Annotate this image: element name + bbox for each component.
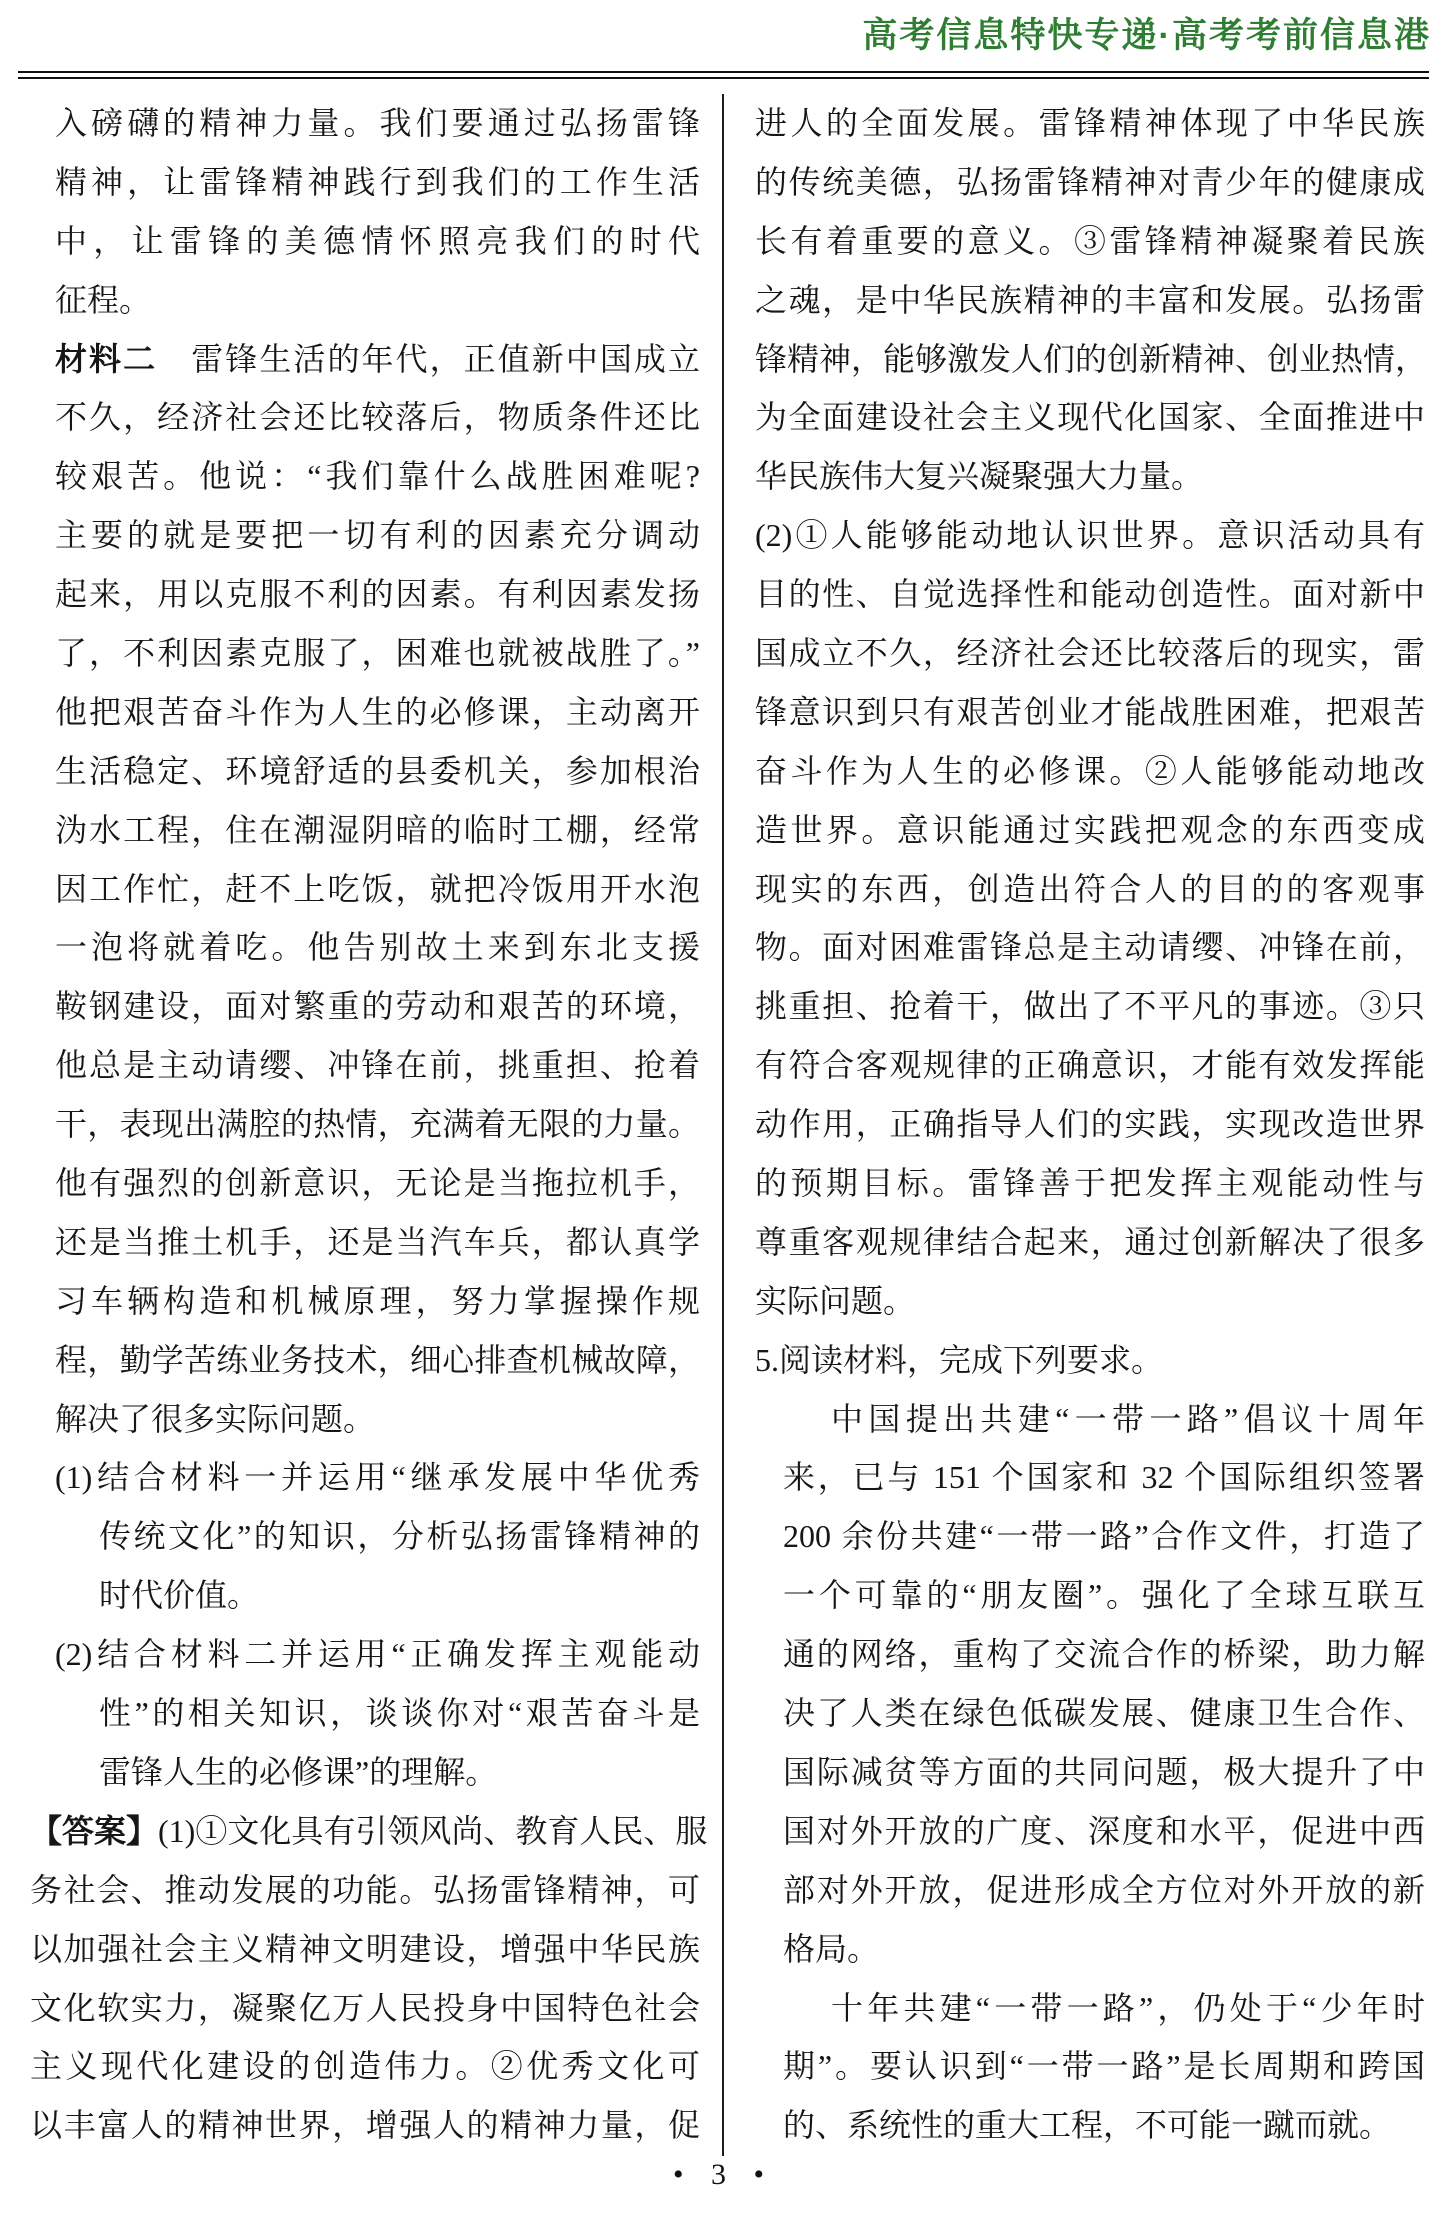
text-line: 有符合客观规律的正确意识，才能有效发挥能 [755,1047,1425,1084]
text-line: 目的性、自觉选择性和能动创造性。面对新中 [755,576,1425,613]
text-line: 造世界。意识能通过实践把观念的东西变成 [755,811,1425,848]
text-line: 性”的相关知识，谈谈你对“艰苦奋斗是 [99,1695,700,1732]
text-line: 部对外开放，促进形成全方位对外开放的新 [783,1871,1425,1908]
text-line: 之魂，是中华民族精神的丰富和发展。弘扬雷 [755,281,1425,318]
text-line: 他把艰苦奋斗作为人生的必修课，主动离开 [55,693,700,730]
text-line: 国成立不久，经济社会还比较落后的现实，雷 [755,635,1425,672]
page-header-title: 高考信息特快专递·高考考前信息港 [862,16,1431,55]
text-line: 【答案】(1)①文化具有引领风尚、教育人民、服 [30,1812,708,1849]
text-line: 解决了很多实际问题。 [55,1400,376,1437]
text-line: 一个可靠的“朋友圈”。强化了全球互联互 [783,1577,1425,1614]
text-line: 的传统美德，弘扬雷锋精神对青少年的健康成 [755,163,1425,200]
bold-label: 材料二 [55,340,158,377]
text-line: 来，已与 151 个国家和 32 个国际组织签署 [783,1459,1425,1496]
text-line: 锋意识到只有艰苦创业才能战胜困难，把艰苦 [755,693,1425,730]
text-line: (2)①人能够能动地认识世界。意识活动具有 [755,517,1425,554]
text-line: 长有着重要的意义。③雷锋精神凝聚着民族 [755,222,1425,259]
text-line: 十年共建“一带一路”，仍处于“少年时 [831,1989,1425,2026]
text-line: 200 余份共建“一带一路”合作文件，打造了 [783,1518,1425,1555]
text-line: 的、系统性的重大工程，不可能一蹴而就。 [783,2107,1392,2144]
column-divider [722,94,724,2156]
text-line: 中国提出共建“一带一路”倡议十周年 [831,1400,1425,1437]
text-line: 较艰苦。他说：“我们靠什么战胜困难呢? [55,458,700,495]
text-line: 精神，让雷锋精神践行到我们的工作生活 [55,163,700,200]
page-number: • 3 • [672,2158,774,2191]
left-text-column [30,94,708,2155]
text-line: 国对外开放的广度、深度和水平，促进中西 [783,1812,1425,1849]
text-line: 生活稳定、环境舒适的县委机关，参加根治 [55,752,700,789]
text-line: 雷锋人生的必修课”的理解。 [99,1753,498,1790]
text-line: 起来，用以克服不利的因素。有利因素发扬 [55,576,700,613]
text-line: 程，勤学苦练业务技术，细心排查机械故障， [55,1341,700,1378]
header-double-rule [18,71,1429,79]
text-line: 华民族伟大复兴凝聚强大力量。 [755,458,1204,495]
text-line: 传统文化”的知识，分析弘扬雷锋精神的 [99,1518,700,1555]
text-line: 的预期目标。雷锋善于把发挥主观能动性与 [755,1165,1425,1202]
text-line: 以加强社会主义精神文明建设，增强中华民族 [30,1930,700,1967]
text-line: 决了人类在绿色低碳发展、健康卫生合作、 [783,1695,1425,1732]
text-line: 以丰富人的精神世界，增强人的精神力量，促 [30,2107,700,2144]
text-line: 沩水工程，住在潮湿阴暗的临时工棚，经常 [55,811,700,848]
text-line: 一泡将就着吃。他告别故土来到东北支援 [55,929,700,966]
text-line: 期”。要认识到“一带一路”是长周期和跨国 [783,2048,1425,2085]
right-text-column [755,94,1428,2155]
bold-label: 【答案】 [30,1812,159,1849]
text-line: 干，表现出满腔的热情，充满着无限的力量。 [55,1106,700,1143]
text-line: 习车辆构造和机械原理，努力掌握操作规 [55,1282,700,1319]
text-line: 国际减贫等方面的共同问题，极大提升了中 [783,1753,1425,1790]
text-line: 通的网络，重构了交流合作的桥梁，助力解 [783,1636,1425,1673]
text-line: 材料二 雷锋生活的年代，正值新中国成立 [55,340,700,377]
text-line: 征程。 [55,281,152,318]
text-line: 动作用，正确指导人们的实践，实现改造世界 [755,1106,1425,1143]
text-line: 尊重客观规律结合起来，通过创新解决了很多 [755,1223,1425,1260]
text-line: 主义现代化建设的创造伟力。②优秀文化可 [30,2048,700,2085]
text-line: 挑重担、抢着干，做出了不平凡的事迹。③只 [755,988,1425,1025]
text-line: 文化软实力，凝聚亿万人民投身中国特色社会 [30,1989,700,2026]
text-line: 中，让雷锋的美德情怀照亮我们的时代 [55,222,700,259]
text-line: (1)结合材料一并运用“继承发展中华优秀 [55,1459,700,1496]
text-line: 为全面建设社会主义现代化国家、全面推进中 [755,399,1425,436]
text-line: 锋精神，能够激发人们的创新精神、创业热情， [755,340,1428,377]
text-line: 实际问题。 [755,1282,916,1319]
text-line: 主要的就是要把一切有利的因素充分调动 [55,517,700,554]
text-line: 物。面对困难雷锋总是主动请缨、冲锋在前， [755,929,1425,966]
text-line: 了，不利因素克服了，困难也就被战胜了。” [55,635,700,672]
text-line: 格局。 [783,1930,880,1967]
text-line: 他总是主动请缨、冲锋在前，挑重担、抢着 [55,1047,700,1084]
text-line: 鞍钢建设，面对繁重的劳动和艰苦的环境， [55,988,700,1025]
text-line: 他有强烈的创新意识，无论是当拖拉机手， [55,1165,700,1202]
text-line: 还是当推土机手，还是当汽车兵，都认真学 [55,1223,700,1260]
text-line: 现实的东西，创造出符合人的目的的客观事 [755,870,1425,907]
text-line: 5.阅读材料，完成下列要求。 [755,1341,1164,1378]
text-line: (2)结合材料二并运用“正确发挥主观能动 [55,1636,700,1673]
text-line: 务社会、推动发展的功能。弘扬雷锋精神，可 [30,1871,700,1908]
text-line: 进人的全面发展。雷锋精神体现了中华民族 [755,105,1425,141]
text-line: 奋斗作为人生的必修课。②人能够能动地改 [755,752,1425,789]
text-line: 时代价值。 [99,1577,260,1614]
text-line: 入磅礴的精神力量。我们要通过弘扬雷锋 [55,105,700,141]
text-line: 不久，经济社会还比较落后，物质条件还比 [55,399,700,436]
text-line: 因工作忙，赶不上吃饭，就把冷饭用开水泡 [55,870,700,907]
